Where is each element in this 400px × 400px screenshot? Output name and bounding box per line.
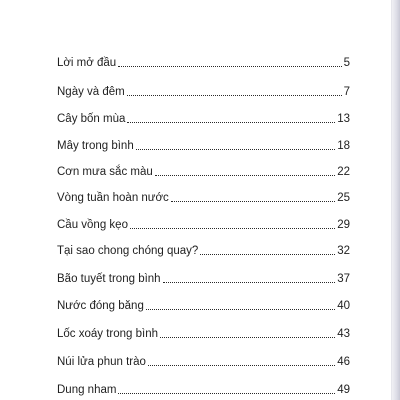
- toc-entry: [57, 186, 350, 204]
- toc-dot-leader: [200, 253, 335, 255]
- toc-entry-title: Cơn mưa sắc màu: [57, 165, 153, 178]
- toc-entry-title: Cây bốn mùa: [57, 112, 126, 125]
- toc-entry: [57, 107, 350, 125]
- toc-page-number: 22: [337, 165, 350, 178]
- toc-dot-leader: [118, 65, 341, 67]
- toc-page-number: 43: [337, 327, 350, 340]
- toc-entry-title: Mây trong bình: [57, 139, 134, 152]
- toc-entry: [57, 350, 350, 368]
- toc-page-number: 37: [337, 272, 350, 285]
- toc-entry-title: Tại sao chong chóng quay?: [57, 244, 199, 257]
- toc-dot-leader: [130, 227, 335, 229]
- toc-page-number: 5: [343, 56, 350, 69]
- toc-entry-title: Bão tuyết trong bình: [57, 272, 161, 285]
- toc-entry: [57, 80, 350, 98]
- toc-entry: [57, 267, 350, 285]
- toc-page-number: 40: [337, 299, 350, 312]
- toc-page-number: 32: [337, 244, 350, 257]
- toc-page-number: 7: [343, 85, 350, 98]
- toc-entry-title: Ngày và đêm: [57, 85, 125, 98]
- toc-dot-leader: [127, 94, 342, 96]
- toc-entry: [57, 294, 350, 312]
- toc-page-number: 18: [337, 139, 350, 152]
- toc-dot-leader: [146, 308, 335, 310]
- toc-entry-title: Lời mở đầu: [57, 56, 117, 69]
- toc-entry-title: Dung nham: [57, 383, 117, 396]
- toc-page-number: 13: [337, 112, 350, 125]
- toc-entry: [57, 239, 350, 257]
- toc-page-number: 49: [337, 383, 350, 396]
- toc-page-number: 46: [337, 355, 350, 368]
- toc-entry: [57, 322, 350, 340]
- toc-dot-leader: [127, 121, 335, 123]
- toc-page-number: 25: [337, 191, 350, 204]
- toc-entry: [57, 213, 350, 231]
- toc-page-number: 29: [337, 218, 350, 231]
- toc-dot-leader: [118, 392, 335, 394]
- toc-entry-title: Nước đóng băng: [57, 299, 144, 312]
- toc-dot-leader: [155, 174, 335, 176]
- toc-dot-leader: [163, 281, 336, 283]
- toc-dot-leader: [148, 364, 335, 366]
- toc-dot-leader: [136, 148, 335, 150]
- toc-entry: [57, 134, 350, 152]
- toc-entry: [57, 51, 350, 69]
- toc-entry: [57, 378, 350, 396]
- toc-entry-title: Lốc xoáy trong bình: [57, 327, 159, 340]
- toc-entry-title: Núi lửa phun trào: [57, 355, 146, 368]
- toc-entry: [57, 160, 350, 178]
- toc-dot-leader: [160, 336, 335, 338]
- toc-entry-title: Cầu vồng kẹo: [57, 218, 128, 231]
- toc-dot-leader: [171, 200, 335, 202]
- toc-entry-title: Vòng tuần hoàn nước: [57, 191, 169, 204]
